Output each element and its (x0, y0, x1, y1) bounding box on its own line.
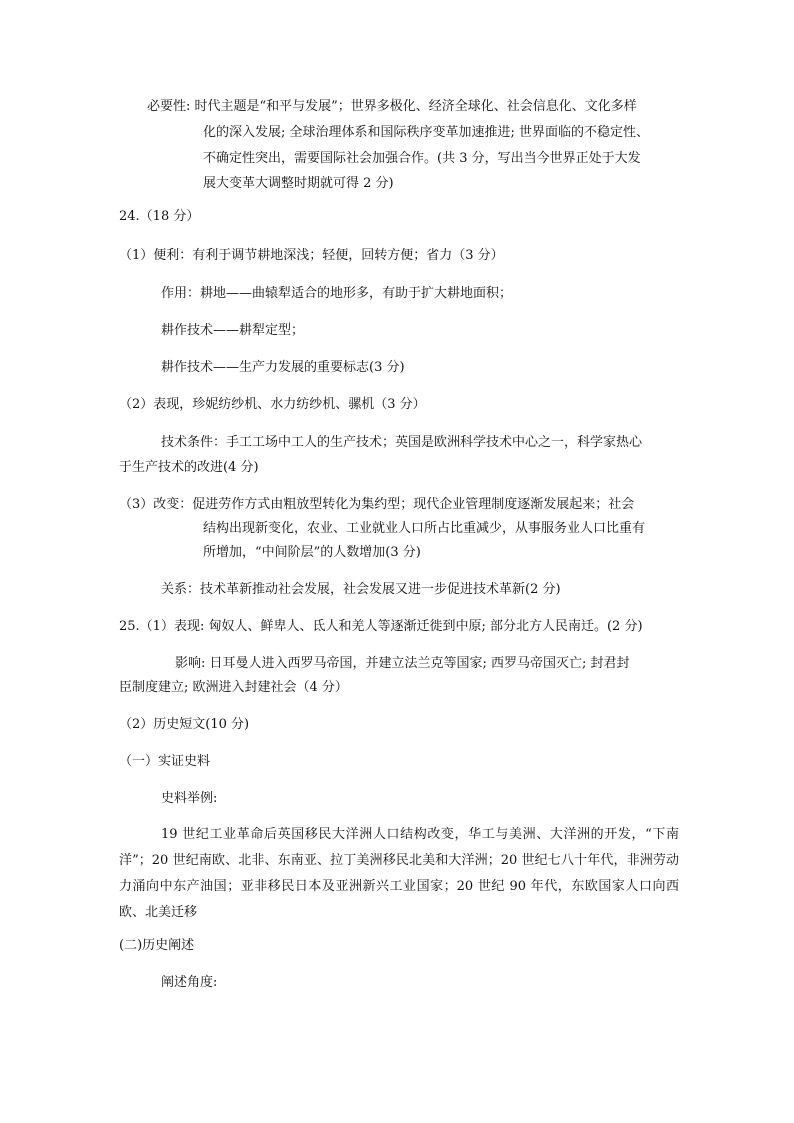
evidence-examples-paragraph (119, 822, 679, 926)
q24-part1-technique-2: 耕作技术——生产力发展的重要标志(3 分) (161, 360, 405, 375)
question-24-heading: 24.（18 分） (119, 209, 200, 224)
necessity-line-3: 不确定性突出，需要国际社会加强合作。(共 3 分，写出当今世界正处于大发 (203, 151, 641, 166)
q25-part1-manifestation: 25.（1）表现: 匈奴人、鲜卑人、氐人和羌人等逐渐迁徙到中原; 部分北方人民南迁。(2 分) (119, 619, 643, 634)
q24-part1-effect: 作用：耕地——曲辕犁适合的地形多，有助于扩大耕地面积； (161, 286, 513, 301)
necessity-line-4: 展大变革大调整时期就可得 2 分) (203, 176, 394, 191)
necessity-line-1: 必要性: 时代主题是“和平与发展”；世界多极化、经济全球化、社会信息化、文化多样 (147, 99, 637, 114)
q24-part2-conditions-line-2: 于生产技术的改进(4 分) (119, 460, 259, 475)
exposition-section-heading: (二)历史阐述 (119, 938, 195, 953)
q24-part1-convenience: （1）便利：有利于调节耕地深浅；轻便，回转方便；省力（3 分） (119, 248, 504, 263)
q24-part3-change-line-1: （3）改变：促进劳作方式由粗放型转化为集约型；现代企业管理制度逐渐发展起来；社会 (119, 497, 635, 512)
q25-part1-impact-line-2: 臣制度建立; 欧洲进入封建社会（4 分） (119, 680, 348, 695)
q25-part1-impact-line-1: 影响: 日耳曼人进入西罗马帝国，并建立法兰克等国家; 西罗马帝国灭亡; 封君封 (175, 656, 630, 671)
necessity-line-2: 化的深入发展; 全球治理体系和国际秩序变革加速推进; 世界面临的不稳定性、 (203, 125, 650, 140)
q24-part3-change-line-3: 所增加，“中间阶层”的人数增加(3 分) (203, 545, 421, 560)
evidence-section-heading: （一）实证史料 (119, 754, 211, 769)
q24-part3-change-line-2: 结构出现新变化，农业、工业就业人口所占比重减少，从事服务业人口比重有 (203, 521, 646, 536)
exposition-angle-label: 阐述角度: (161, 975, 218, 990)
q24-part3-relation: 关系：技术革新推动社会发展，社会发展又进一步促进技术革新(2 分) (161, 582, 561, 597)
q24-part2-manifestation: （2）表现，珍妮纺纱机、水力纺纱机、骡机（3 分） (119, 397, 426, 412)
evidence-examples-text: 19 世纪工业革命后英国移民大洋洲人口结构改变，华工与美洲、大洋洲的开发，“下南洋”；20 世纪南欧、北非、东南亚、拉丁美洲移民北美和大洋洲；20 世纪七八十年代，非洲劳动力涌向中东产油国；亚非移民日本及亚洲新兴工业国家；20 世纪 90 年代，东欧国家人口向西欧、北美迁移 (119, 827, 679, 920)
q25-part2-heading: （2）历史短文(10 分) (119, 717, 250, 732)
evidence-examples-label: 史料举例: (161, 791, 218, 806)
q24-part1-technique-1: 耕作技术——耕犁定型； (161, 323, 305, 338)
q24-part2-conditions-line-1: 技术条件：手工工场中工人的生产技术；英国是欧洲科学技术中心之一，科学家热心 (161, 435, 643, 450)
